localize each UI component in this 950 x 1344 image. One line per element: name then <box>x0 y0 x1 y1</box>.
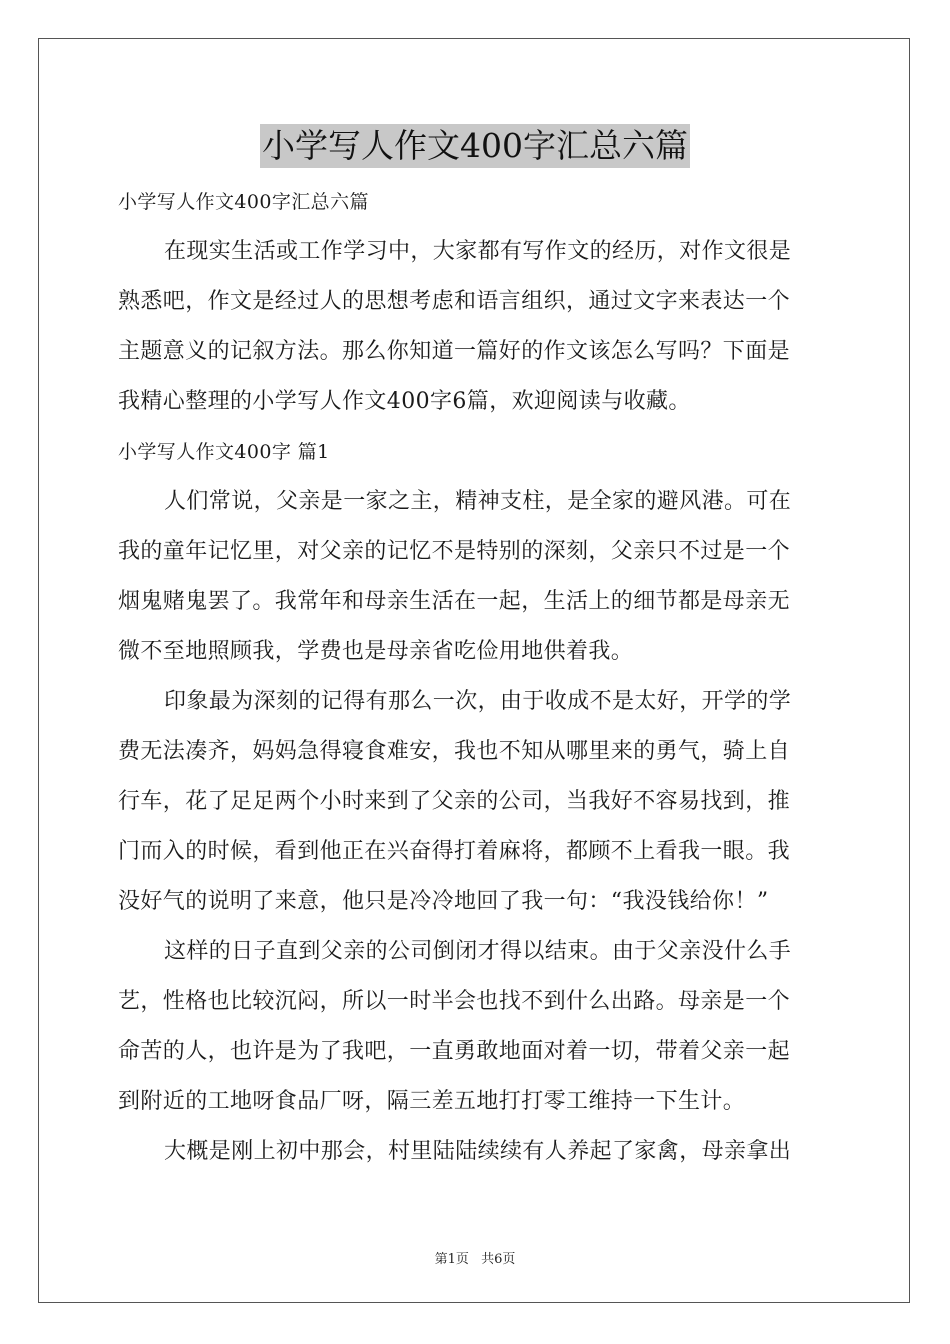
paragraph-line: 印象最为深刻的记得有那么一次，由于收成不是太好，开学的学 <box>164 689 792 714</box>
subtitle: 小学写人作文400字汇总六篇 <box>118 191 369 213</box>
paragraph-line: 主题意义的记叙方法。那么你知道一篇好的作文该怎么写吗？下面是 <box>118 339 791 364</box>
page-footer <box>0 1248 950 1267</box>
paragraph-line: 命苦的人，也许是为了我吧，一直勇敢地面对着一切，带着父亲一起 <box>118 1039 791 1064</box>
section-heading: 小学写人作文400字 篇1 <box>118 441 330 463</box>
paragraph-line: 艺，性格也比较沉闷，所以一时半会也找不到什么出路。母亲是一个 <box>118 989 791 1014</box>
page-number: 第1页 <box>434 1252 469 1267</box>
paragraph-line: 人们常说，父亲是一家之主，精神支柱，是全家的避风港。可在 <box>164 489 792 514</box>
paragraph-line: 微不至地照顾我，学费也是母亲省吃俭用地供着我。 <box>118 639 634 664</box>
paragraph-2 <box>118 677 832 927</box>
intro-paragraph <box>118 227 832 427</box>
paragraph-line: 大概是刚上初中那会，村里陆陆续续有人养起了家禽，母亲拿出 <box>164 1139 792 1164</box>
paragraph-line: 熟悉吧，作文是经过人的思想考虑和语言组织，通过文字来表达一个 <box>118 289 791 314</box>
paragraph-line: 我精心整理的小学写人作文400字6篇，欢迎阅读与收藏。 <box>118 389 691 414</box>
paragraph-1 <box>118 477 832 677</box>
paragraph-line: 费无法凑齐，妈妈急得寝食难安，我也不知从哪里来的勇气，骑上自 <box>118 739 791 764</box>
paragraph-line: 没好气的说明了来意，他只是冷冷地回了我一句：“我没钱给你！” <box>118 889 769 914</box>
document-title: 小学写人作文400字汇总六篇 <box>260 124 690 168</box>
paragraph-line: 在现实生活或工作学习中，大家都有写作文的经历，对作文很是 <box>164 239 792 264</box>
paragraph-line: 烟鬼赌鬼罢了。我常年和母亲生活在一起，生活上的细节都是母亲无 <box>118 589 791 614</box>
paragraph-line: 这样的日子直到父亲的公司倒闭才得以结束。由于父亲没什么手 <box>164 939 792 964</box>
paragraph-4 <box>118 1127 832 1177</box>
paragraph-line: 到附近的工地呀食品厂呀，隔三差五地打打零工维持一下生计。 <box>118 1089 746 1114</box>
paragraph-line: 门而入的时候，看到他正在兴奋得打着麻将，都顾不上看我一眼。我 <box>118 839 791 864</box>
paragraph-line: 行车，花了足足两个小时来到了父亲的公司，当我好不容易找到，推 <box>118 789 791 814</box>
page-total: 共6页 <box>481 1252 516 1267</box>
paragraph-line: 我的童年记忆里，对父亲的记忆不是特别的深刻，父亲只不过是一个 <box>118 539 791 564</box>
title-container <box>0 124 950 168</box>
document-body <box>118 177 832 1177</box>
paragraph-3 <box>118 927 832 1127</box>
